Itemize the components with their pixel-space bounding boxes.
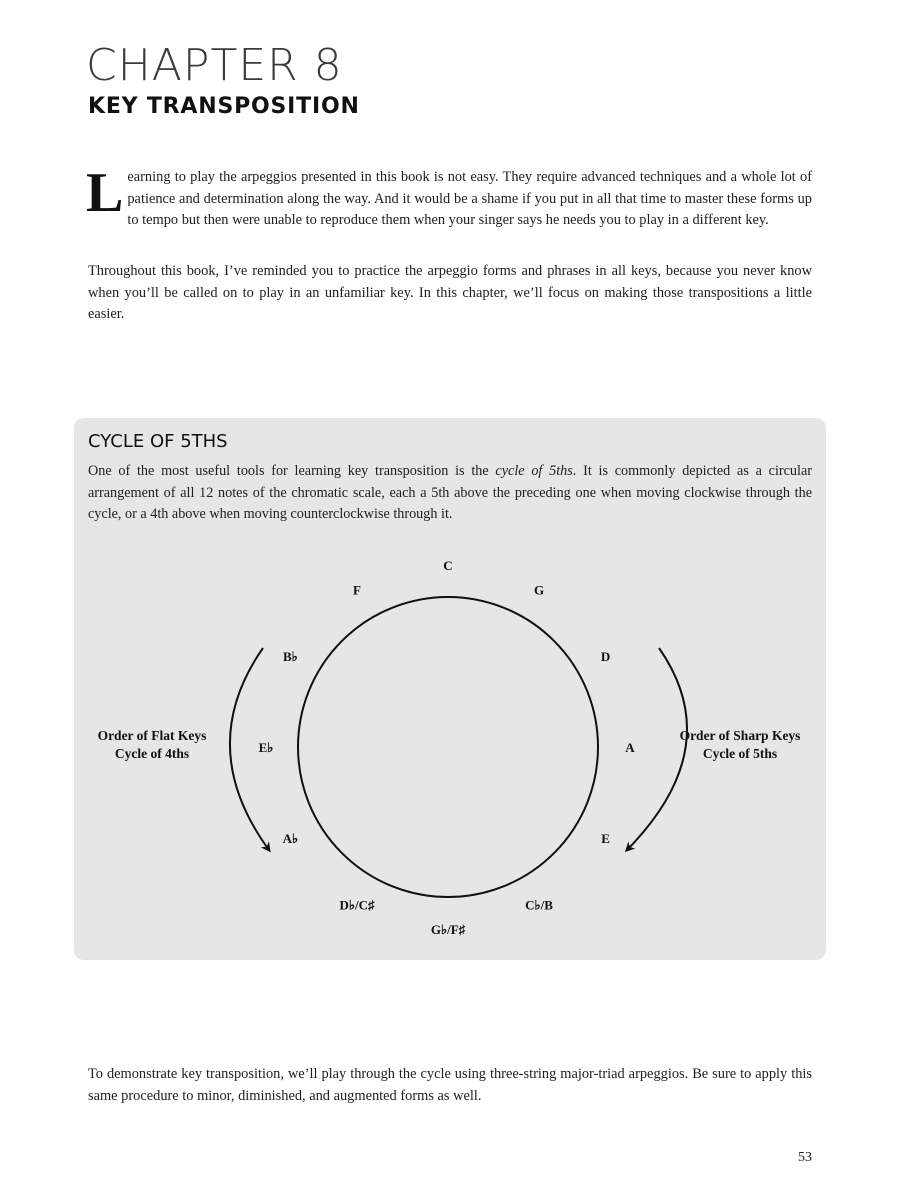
intro-paragraph-2: Throughout this book, I’ve reminded you to practice the arpeggio forms and phrases in all keys, because you never know when you’ll be called on to play in an unfamiliar key. In this chapter, we’ll focus on making those transpositions a little easier. [88, 263, 812, 322]
sidebar-text-end: . It is commonly depicted as a circular arrangement of all 12 notes of the chromatic scale, each a 5th above the preceding one when moving clockwise through the cycle, or a 4th above when moving counterclockwise through it. [88, 463, 812, 522]
flat-keys-label-line2: Cycle of 4ths [114, 746, 190, 761]
note-label: D [600, 649, 611, 664]
chapter-label: CHAPTER 8 [86, 40, 343, 91]
intro-paragraph-1-text: earning to play the arpeggios presented in this book is not easy. They require advanced techniques and a whole lot of patience and determination along the way. And it would be a shame if you put in all that time to master these forms up to tempo but then were unable to reproduce them when your singer says he needs you to play in a different key. [127, 169, 812, 228]
note-labels [259, 558, 636, 937]
note-label: A [625, 740, 635, 755]
cycle-of-fifths-diagram [74, 418, 826, 960]
drop-cap: L [86, 162, 124, 224]
note-label: E [601, 831, 610, 846]
sidebar-text-italic: cycle of 5ths [495, 463, 573, 479]
note-label: C [443, 558, 453, 573]
note-label: A♭ [282, 831, 299, 846]
intro-paragraph-1 [86, 162, 812, 232]
cycle-circle [298, 597, 598, 897]
page-number: 53 [798, 1150, 812, 1165]
flat-keys-label-line1: Order of Flat Keys [97, 728, 207, 743]
sidebar-text-start: One of the most useful tools for learning key transposition is the [88, 463, 496, 479]
cycle-of-fifths-sidebar [74, 418, 826, 960]
note-label: D♭/C♯ [339, 897, 375, 913]
chapter-title: KEY TRANSPOSITION [88, 94, 360, 119]
note-label: F [353, 582, 361, 598]
note-label: G♭/F♯ [430, 922, 466, 937]
note-label: G [533, 582, 545, 598]
outro-paragraph: To demonstrate key transposition, we’ll play through the cycle using three-string major-triad arpeggios. Be sure to apply this same procedure to minor, diminished, and augmented forms as well. [88, 1066, 812, 1104]
note-label: B♭ [282, 649, 298, 664]
note-label: C♭/B [525, 897, 553, 913]
sharp-keys-label-line1: Order of Sharp Keys [679, 728, 801, 743]
sharp-keys-label-line2: Cycle of 5ths [702, 746, 778, 761]
sidebar-title: CYCLE OF 5THS [88, 431, 228, 452]
note-label: E♭ [258, 740, 274, 755]
sharp-keys-arrow [627, 648, 687, 850]
